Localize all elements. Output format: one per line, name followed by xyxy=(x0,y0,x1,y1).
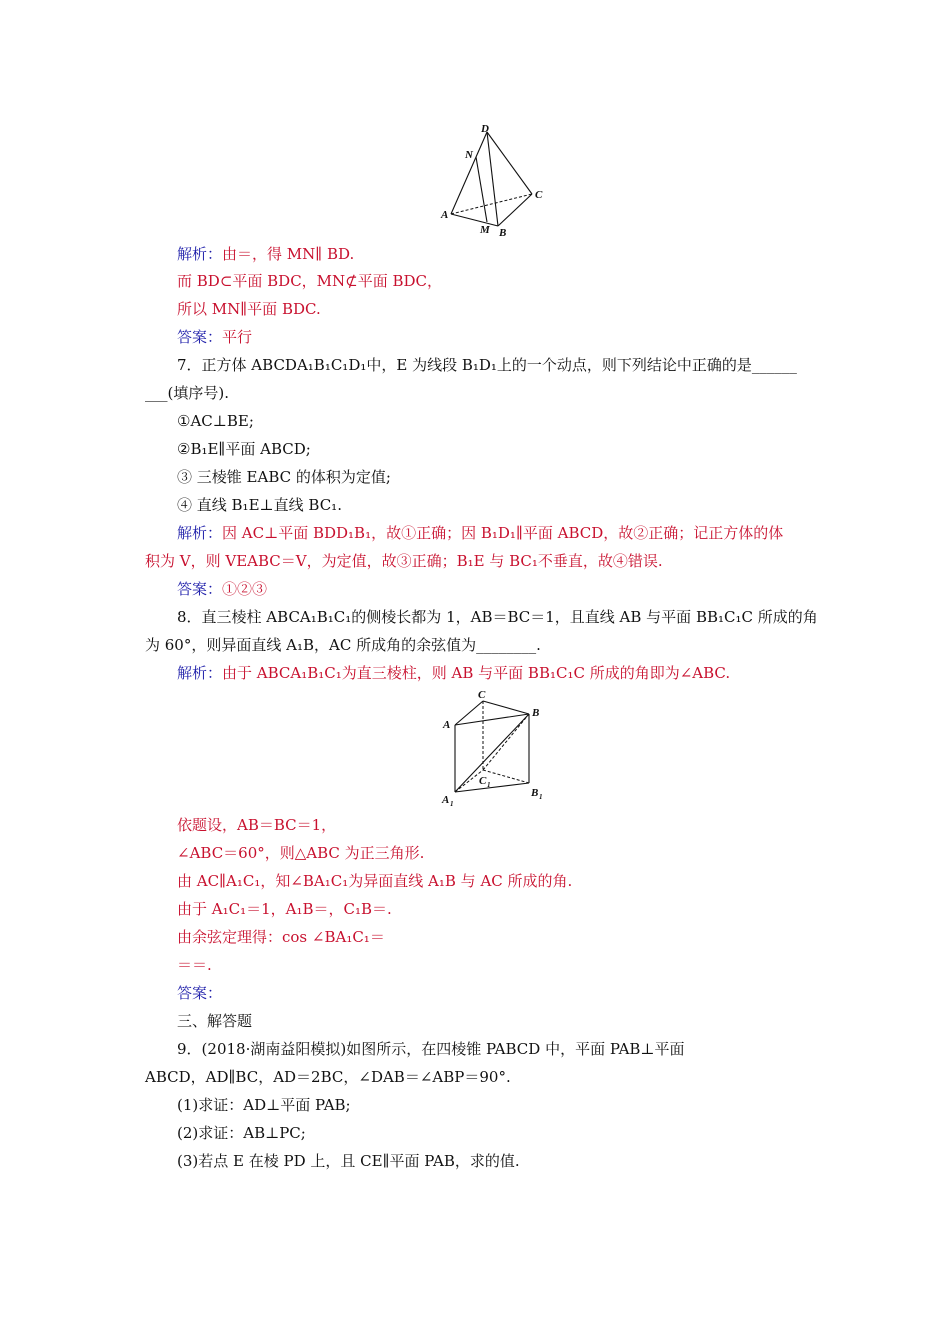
q6-solution-line3: 所以 MN∥平面 BDC. xyxy=(177,300,321,318)
label-B1-subscript: 1 xyxy=(539,793,543,801)
q9-part-1: (1)求证：AD⊥平面 PAB; xyxy=(177,1096,351,1114)
q7-option-2: ②B₁E∥平面 ABCD; xyxy=(177,440,311,458)
q9-part-2: (2)求证：AB⊥PC; xyxy=(177,1124,306,1142)
q7-answer xyxy=(177,579,267,599)
q6-solution-line2: 而 BD⊂平面 BDC，MN⊄平面 BDC， xyxy=(177,272,443,290)
q8-solution-line5: 由于 A₁C₁＝1，A₁B＝，C₁B＝. xyxy=(177,900,392,918)
label-C: C xyxy=(478,689,486,701)
label-N: N xyxy=(465,149,473,161)
q9-stem-line2: ABCD，AD∥BC，AD＝2BC，∠DAB＝∠ABP＝90°. xyxy=(145,1068,511,1086)
label-C: C xyxy=(535,189,543,201)
q8-solution-label: 解析： xyxy=(177,664,223,682)
q8-stem-line2: 为 60°，则异面直线 A₁B，AC 所成角的余弦值为________. xyxy=(145,636,541,654)
q7-answer-label: 答案： xyxy=(177,580,223,598)
q7-solution-line2: 积为 V，则 VEABC＝V，为定值，故③正确；B₁E 与 BC₁不垂直，故④错误. xyxy=(145,552,663,570)
q6-answer-label: 答案： xyxy=(177,328,223,346)
label-A1: A xyxy=(442,794,450,806)
q8-stem-line1: 8．直三棱柱 ABCA₁B₁C₁的侧棱长都为 1，AB＝BC＝1，且直线 AB 与平面 BB₁C₁C 所成的角 xyxy=(177,608,818,626)
prism-figure xyxy=(435,688,550,808)
q6-solution-line1 xyxy=(177,244,354,264)
q8-solution-line6: 由余弦定理得：cos ∠BA₁C₁＝ xyxy=(177,928,385,946)
q8-solution-line4: 由 AC∥A₁C₁，知∠BA₁C₁为异面直线 A₁B 与 AC 所成的角. xyxy=(177,872,573,890)
label-B: B xyxy=(532,707,540,719)
q9-stem-line1: 9．(2018·湖南益阳模拟)如图所示，在四棱锥 PABCD 中，平面 PAB⊥平面 xyxy=(177,1040,685,1058)
label-A: A xyxy=(441,209,449,221)
q8-solution-line2: 依题设，AB＝BC＝1， xyxy=(177,816,337,834)
q7-answer-value: ①②③ xyxy=(222,580,268,598)
q6-solution-label: 解析： xyxy=(177,245,223,263)
q8-answer-label: 答案： xyxy=(177,984,223,1002)
q6-answer xyxy=(177,327,252,347)
label-A: A xyxy=(443,719,451,731)
label-B: B xyxy=(499,227,507,239)
label-D: D xyxy=(481,123,489,135)
q7-stem-line1: 7．正方体 ABCDA₁B₁C₁D₁中，E 为线段 B₁D₁上的一个动点，则下列结论中正确的是______ xyxy=(177,356,797,374)
q7-solution-text: 因 AC⊥平面 BDD₁B₁，故①正确；因 B₁D₁∥平面 ABCD，故②正确；记正方体的体 xyxy=(222,524,784,542)
q6-solution-text: 由＝，得 MN∥ BD. xyxy=(222,245,355,263)
q7-option-3: ③ 三棱锥 EABC 的体积为定值; xyxy=(177,468,391,486)
q7-solution-label: 解析： xyxy=(177,524,223,542)
q7-solution-line1 xyxy=(177,523,783,543)
q8-solution-line7: ＝＝. xyxy=(177,956,212,974)
label-M: M xyxy=(480,224,490,236)
label-A1-subscript: 1 xyxy=(450,800,454,808)
q8-solution-text: 由于 ABCA₁B₁C₁为直三棱柱，则 AB 与平面 BB₁C₁C 所成的角即为∠ABC. xyxy=(222,664,731,682)
q9-part-3: (3)若点 E 在棱 PD 上，且 CE∥平面 PAB，求的值. xyxy=(177,1152,520,1170)
q7-option-4: ④ 直线 B₁E⊥直线 BC₁. xyxy=(177,496,342,514)
label-B1: B xyxy=(531,787,539,799)
label-C1: C xyxy=(479,775,487,787)
q6-answer-value: 平行 xyxy=(222,328,253,346)
label-C1-subscript: 1 xyxy=(487,781,491,789)
q7-option-1: ①AC⊥BE; xyxy=(177,412,254,430)
tetrahedron-figure xyxy=(435,120,550,240)
section-title: 三、解答题 xyxy=(177,1012,253,1030)
q8-solution-line1 xyxy=(177,663,730,683)
q8-solution-line3: ∠ABC＝60°，则△ABC 为正三角形. xyxy=(177,844,425,862)
q7-stem-line2: ___(填序号). xyxy=(145,384,229,402)
